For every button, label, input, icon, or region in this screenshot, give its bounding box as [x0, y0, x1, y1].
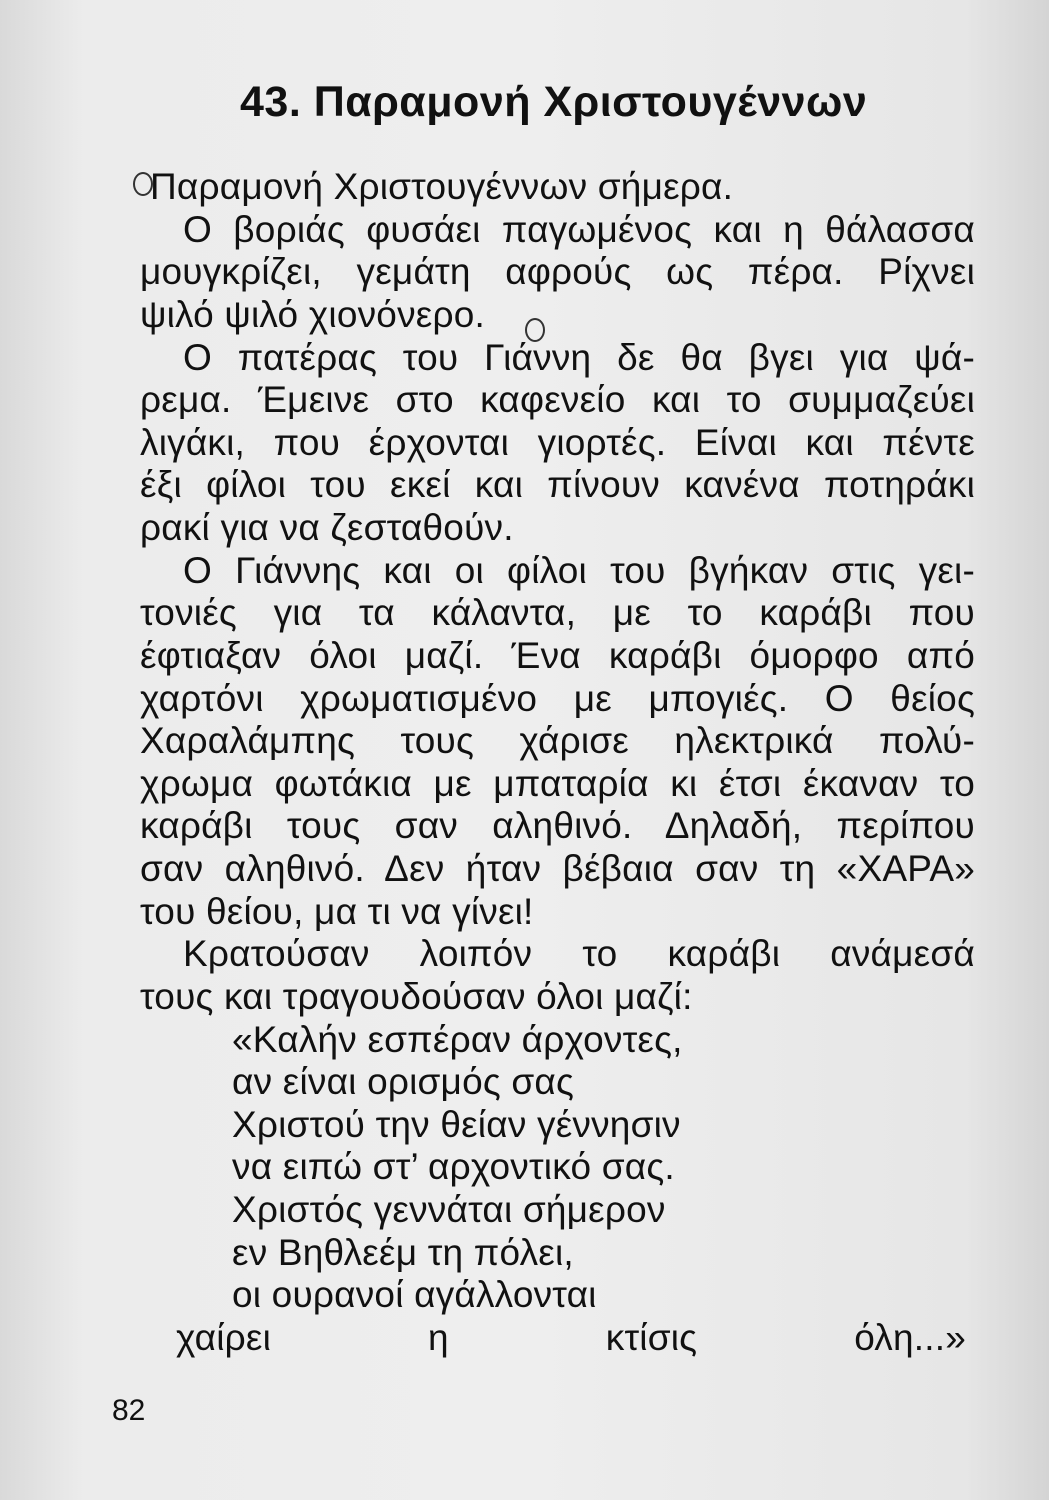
text-line-10: Ο Γιάννης και οι φίλοι του βγήκαν στις γει-	[183, 550, 975, 591]
page-number: 82	[112, 1394, 146, 1427]
text-line-11: τονιές για τα κάλαντα, με το καράβι που	[140, 592, 975, 633]
text-line-2: Ο βοριάς φυσάει παγωμένος και η θάλασσα	[183, 209, 975, 250]
text-line-4: ψιλό ψιλό χιονόνερο.	[140, 294, 485, 335]
poem-line-1: «Καλήν εσπέραν άρχοντες,	[232, 1019, 683, 1060]
text-line-19: Κρατούσαν λοιπόν το καράβι ανάμεσά	[183, 933, 975, 974]
text-line-13: χαρτόνι χρωματισμένο με μπογιές. Ο θείος	[140, 678, 975, 719]
poem-line-2: αν είναι ορισμός σας	[232, 1061, 575, 1102]
poem-line-8: χαίρει η κτίσις όλη...»	[176, 1317, 966, 1358]
text-line-9: ρακί για να ζεσταθούν.	[140, 507, 514, 548]
text-line-1: Παραμονή Χριστουγέννων σήμερα.	[150, 166, 734, 207]
text-line-8: έξι φίλοι του εκεί και πίνουν κανένα ποτηράκι	[140, 464, 975, 505]
text-line-20: τους και τραγουδούσαν όλοι μαζί:	[140, 976, 693, 1017]
text-line-18: του θείου, μα τι να γίνει!	[140, 891, 534, 932]
text-line-17: σαν αληθινό. Δεν ήταν βέβαια σαν τη «ΧΑΡΑ»	[140, 848, 975, 889]
text-line-16: καράβι τους σαν αληθινό. Δηλαδή, περίπου	[140, 805, 975, 846]
chapter-title: 43. Παραμονή Χριστουγέννων	[240, 78, 868, 126]
text-line-12: έφτιαξαν όλοι μαζί. Ένα καράβι όμορφο από	[140, 635, 975, 676]
text-line-5: Ο πατέρας του Γιάννη δε θα βγει για ψά-	[183, 337, 975, 378]
text-line-7: λιγάκι, που έρχονται γιορτές. Είναι και πέντε	[140, 422, 975, 463]
poem-line-6: εν Βηθλεέμ τη πόλει,	[232, 1232, 574, 1273]
text-line-15: χρωμα φωτάκια με μπαταρία κι έτσι έκαναν το	[140, 763, 975, 804]
text-line-3: μουγκρίζει, γεμάτη αφρούς ως πέρα. Ρίχνει	[140, 251, 975, 292]
text-line-6: ρεμα. Έμεινε στο καφενείο και το συμμαζεύει	[140, 379, 975, 420]
poem-line-7: οι ουρανοί αγάλλονται	[232, 1274, 597, 1315]
poem-line-4: να ειπώ στ’ αρχοντικό σας.	[232, 1146, 675, 1187]
poem-line-3: Χριστού την θείαν γέννησιν	[232, 1104, 681, 1145]
poem-line-5: Χριστός γεννάται σήμερον	[232, 1189, 666, 1230]
text-line-14: Χαραλάμπης τους χάρισε ηλεκτρικά πολύ-	[140, 720, 975, 761]
